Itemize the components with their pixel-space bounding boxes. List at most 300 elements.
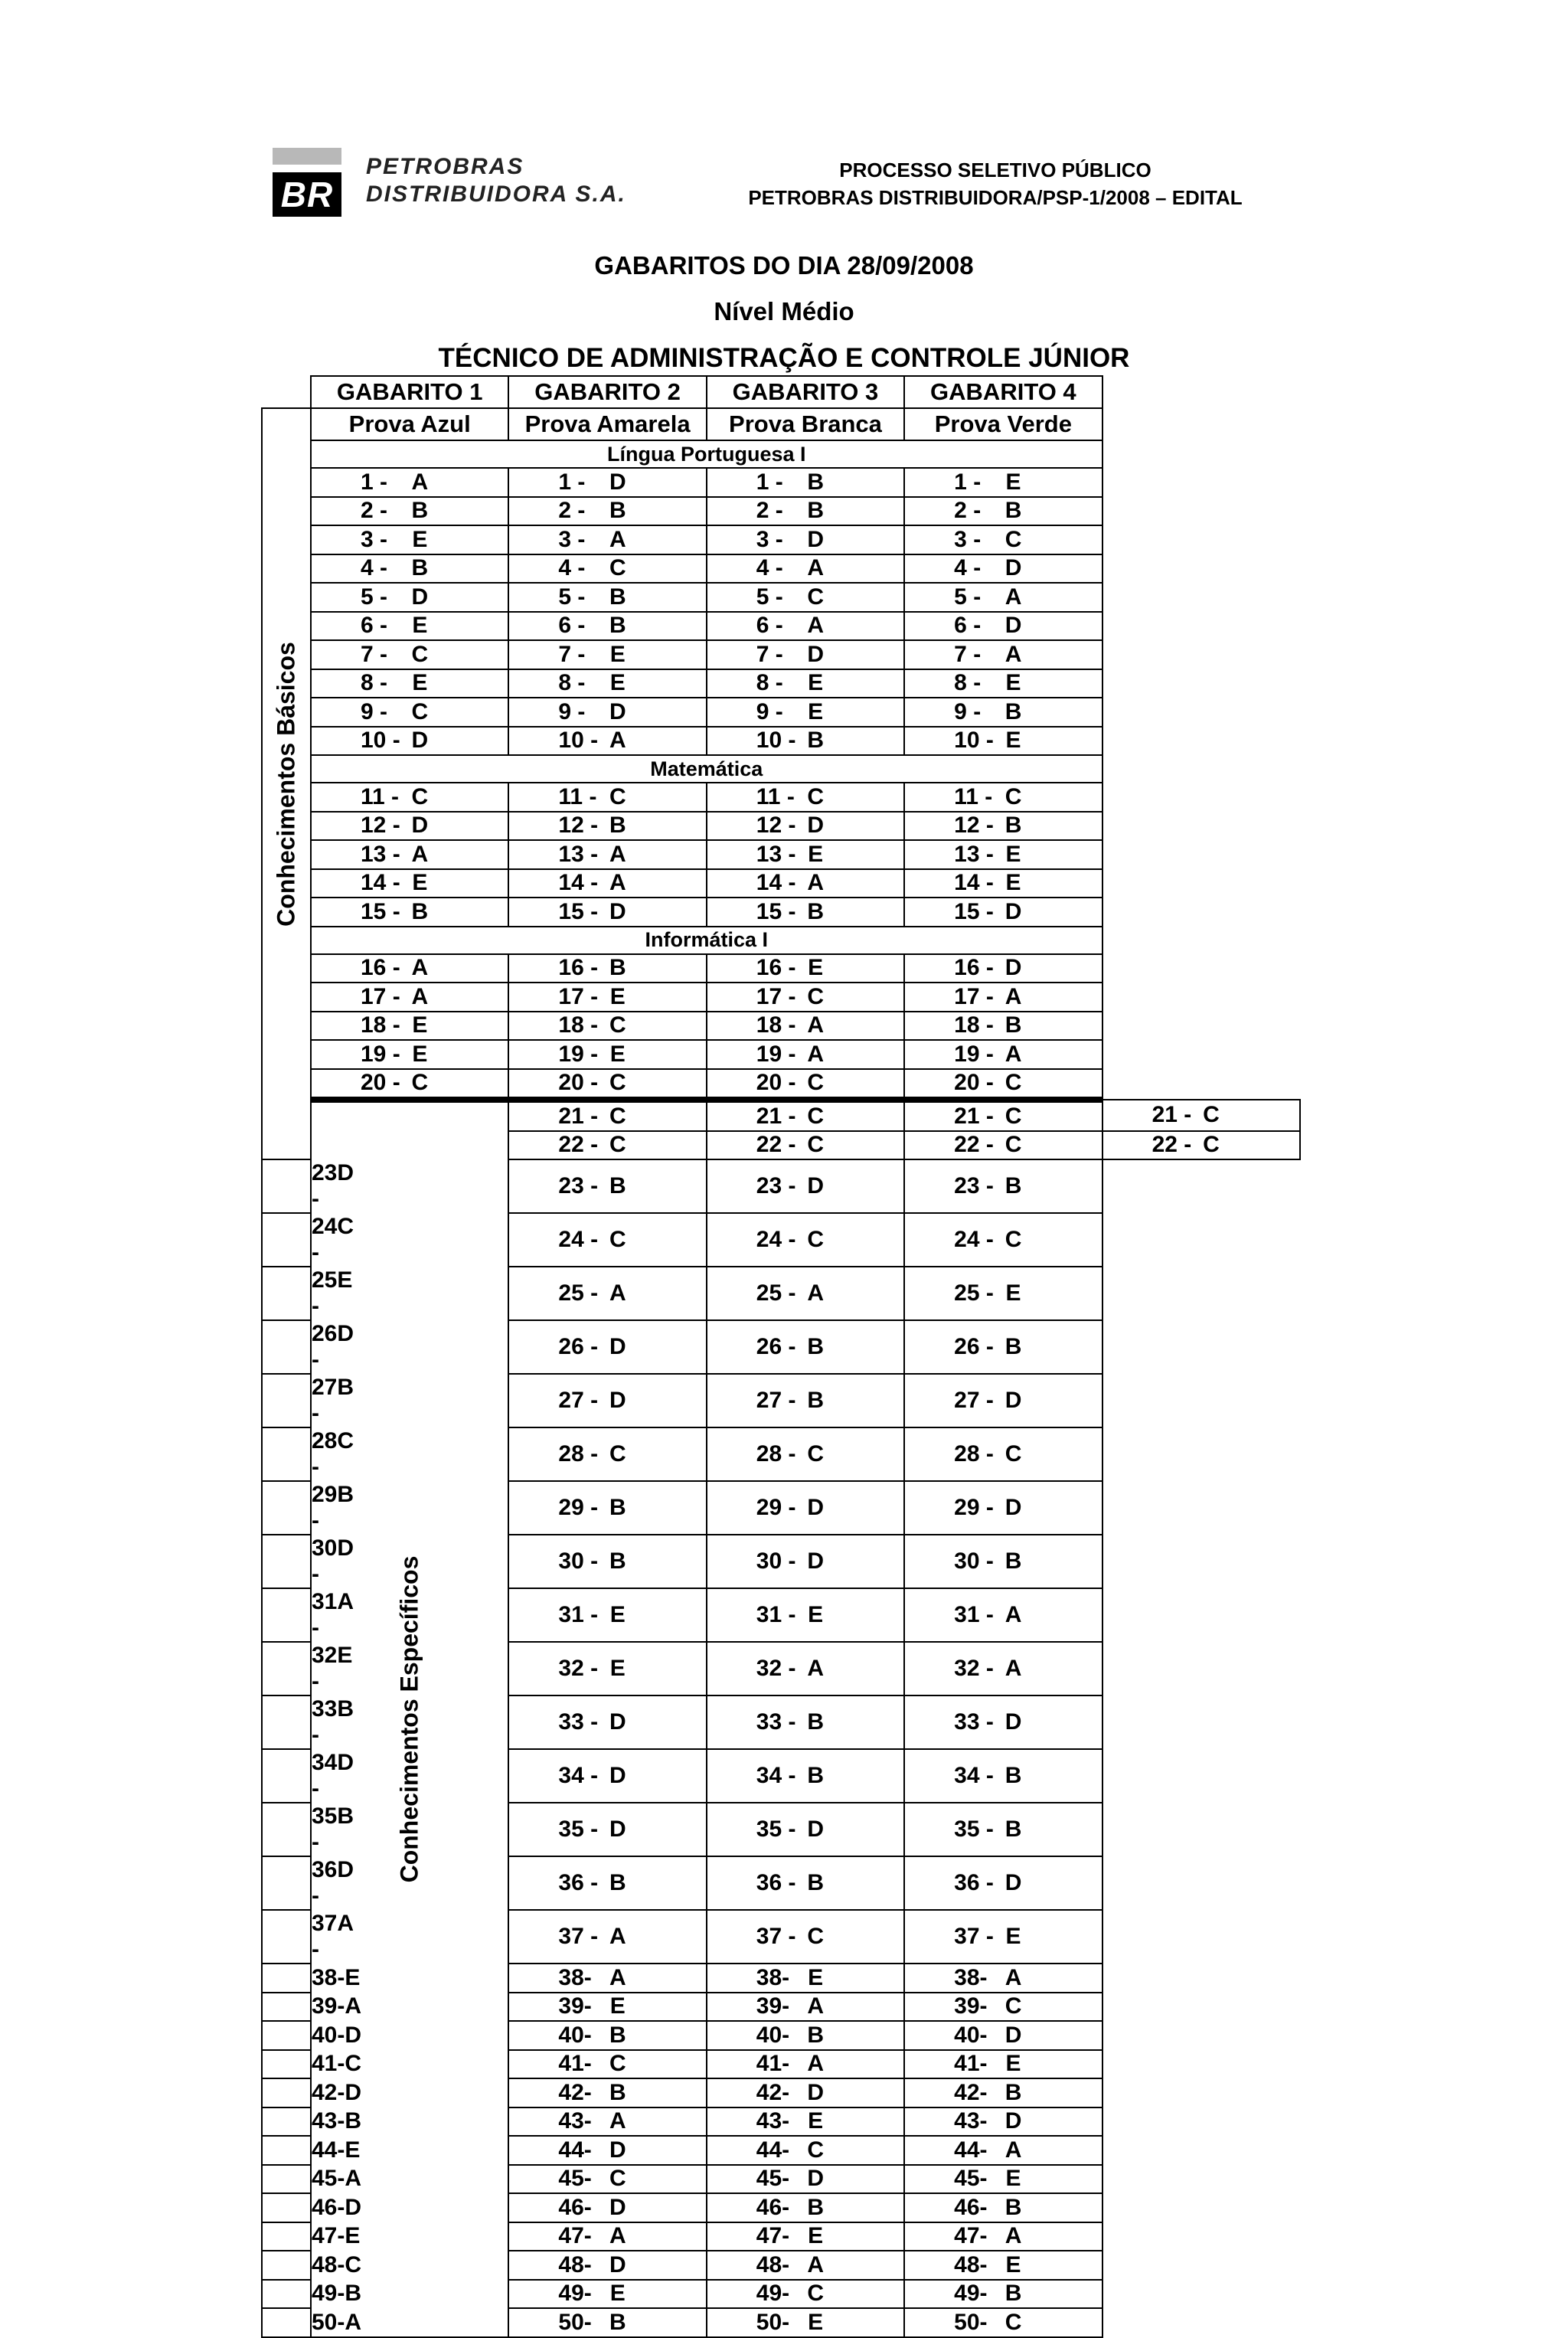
answer-pair — [707, 2051, 903, 2077]
table-row — [262, 1100, 1300, 1131]
answer-letter: C — [609, 1441, 626, 1467]
answer-cell — [311, 898, 508, 927]
question-number: 43- — [954, 2108, 988, 2134]
document-title: GABARITOS DO DIA 28/09/2008 — [594, 251, 974, 280]
answer-letter: A — [807, 555, 824, 581]
answer-pair — [312, 498, 508, 524]
question-number: 50- — [756, 2309, 790, 2335]
answer-pair — [707, 2166, 903, 2192]
answer-cell — [311, 1040, 508, 1069]
answer-pair — [905, 2223, 1101, 2249]
question-number: 25 - — [756, 1280, 796, 1306]
question-number: 27 - — [756, 1388, 796, 1413]
question-number: 38- — [954, 1964, 988, 1990]
answer-letter: B — [609, 1495, 626, 1520]
question-number: 33 - — [756, 1709, 796, 1735]
answer-cell — [904, 783, 1102, 812]
answer-letter: A — [345, 1993, 362, 2019]
answer-pair — [312, 813, 508, 839]
answer-cell — [262, 1910, 354, 1964]
answer-cell — [707, 698, 904, 727]
question-number: 21 - — [558, 1103, 599, 1129]
answer-letter: B — [337, 1803, 354, 1829]
answer-cell — [262, 2136, 361, 2165]
question-number: 5 - — [954, 584, 982, 610]
question-number: 8 - — [558, 670, 586, 696]
answer-pair — [905, 527, 1101, 553]
question-number: 23 - — [756, 1173, 796, 1198]
question-number: 17 - — [756, 983, 796, 1009]
answer-letter: E — [609, 1993, 626, 2019]
answer-letter: D — [1004, 898, 1022, 924]
answer-pair — [905, 699, 1101, 725]
answer-cell — [904, 1642, 1102, 1695]
side-cell-basicos — [262, 408, 311, 1159]
answer-cell — [508, 583, 706, 612]
answer-pair — [707, 870, 903, 896]
question-number: 46- — [954, 2194, 988, 2220]
question-number: 44- — [312, 2137, 345, 2163]
answer-letter: A — [609, 1280, 626, 1306]
question-number: 4 - — [558, 555, 586, 581]
answer-cell — [311, 840, 508, 869]
answer-letter: A — [345, 2166, 362, 2192]
question-number: 31 - — [558, 1602, 599, 1627]
question-number: 18 - — [361, 1012, 400, 1038]
answer-letter: E — [609, 1602, 626, 1627]
question-number: 7 - — [558, 641, 586, 667]
answer-letter: B — [345, 2281, 362, 2307]
answer-cell — [262, 1803, 354, 1856]
answer-letter: E — [808, 2223, 824, 2249]
answer-letter: C — [1004, 1993, 1022, 2019]
answer-pair — [509, 1602, 705, 1628]
answer-letter: E — [1005, 469, 1021, 495]
question-number: 28 - — [558, 1441, 599, 1467]
answer-pair — [509, 1816, 705, 1843]
question-number: 37 - — [954, 1924, 994, 1949]
answer-letter: E — [1005, 1280, 1021, 1306]
answer-pair — [905, 555, 1101, 581]
answer-pair — [707, 2137, 903, 2163]
answer-letter: C — [1004, 526, 1022, 552]
answer-cell — [508, 2308, 706, 2337]
answer-letter: C — [1004, 1132, 1022, 1158]
answer-cell — [262, 1993, 362, 2022]
answer-letter: B — [411, 898, 429, 924]
answer-letter: C — [807, 1132, 824, 1158]
answer-pair — [707, 1070, 903, 1096]
answer-pair — [905, 1441, 1101, 1467]
answer-pair — [707, 613, 903, 639]
answer-cell — [311, 812, 508, 841]
answer-cell — [904, 2078, 1102, 2107]
answer-letter: E — [808, 698, 824, 724]
answer-letter: A — [337, 1589, 354, 1614]
question-number: 49- — [954, 2281, 988, 2307]
answer-cell — [707, 2308, 904, 2337]
answer-cell — [904, 727, 1102, 756]
answer-pair — [707, 1965, 903, 1991]
question-number: 12 - — [756, 813, 796, 839]
answer-cell — [311, 525, 508, 554]
question-number: 28 - — [312, 1428, 338, 1480]
answer-cell — [508, 1535, 706, 1588]
process-header — [689, 156, 1302, 211]
answer-pair — [905, 1334, 1101, 1360]
question-number: 33 - — [312, 1696, 338, 1748]
section-row — [262, 755, 1300, 783]
answer-pair — [312, 642, 508, 668]
answer-cell — [508, 783, 706, 812]
answer-cell — [508, 1481, 706, 1535]
question-number: 15 - — [361, 898, 400, 924]
answer-letter: E — [609, 641, 626, 667]
answer-letter: C — [1004, 1441, 1022, 1467]
answer-letter: D — [609, 2137, 626, 2163]
answer-cell — [904, 1159, 1102, 1213]
question-number: 39- — [756, 1993, 790, 2019]
answer-pair — [905, 1132, 1101, 1158]
question-number: 32 - — [954, 1656, 994, 1681]
answer-letter: B — [807, 2194, 824, 2220]
answer-letter: A — [411, 841, 429, 867]
logo-box: BR — [273, 172, 341, 217]
answer-letter: D — [1004, 613, 1022, 639]
answer-letter: B — [807, 498, 824, 524]
answer-letter: B — [609, 1870, 626, 1895]
answer-pair — [707, 1104, 903, 1130]
answer-letter: B — [1004, 498, 1022, 524]
answer-cell — [311, 1069, 508, 1100]
answer-cell — [707, 1481, 904, 1535]
question-number: 14 - — [361, 870, 400, 896]
answer-letter: D — [337, 1750, 354, 1775]
answer-cell — [904, 497, 1102, 526]
question-number: 49- — [756, 2281, 790, 2307]
answer-cell — [311, 612, 508, 641]
answer-pair — [509, 1334, 705, 1360]
answer-letter: E — [412, 870, 428, 896]
question-number: 34 - — [756, 1763, 796, 1788]
answer-pair — [707, 2252, 903, 2278]
answer-pair — [707, 527, 903, 553]
company-name — [366, 153, 626, 208]
question-number: 2 - — [756, 498, 783, 524]
answer-letter: A — [411, 955, 429, 981]
question-number: 24 - — [756, 1227, 796, 1252]
answer-letter: E — [345, 2137, 361, 2163]
answer-letter: C — [807, 783, 824, 809]
answer-letter: B — [807, 2022, 824, 2048]
answer-cell — [262, 2050, 362, 2079]
answer-letter: D — [1004, 1709, 1022, 1735]
question-number: 13 - — [558, 841, 599, 867]
question-number: 2 - — [361, 498, 388, 524]
answer-cell — [508, 1588, 706, 1642]
answer-cell — [508, 2078, 706, 2107]
answer-cell — [508, 2107, 706, 2137]
answer-pair — [905, 899, 1101, 925]
question-number: 32 - — [558, 1656, 599, 1681]
answer-pair — [905, 2310, 1101, 2336]
answer-cell — [904, 869, 1102, 898]
question-number: 17 - — [361, 983, 400, 1009]
answer-cell — [508, 1695, 706, 1749]
answer-cell — [311, 583, 508, 612]
question-number: 20 - — [361, 1070, 400, 1096]
answer-cell — [707, 640, 904, 669]
answer-cell — [707, 1588, 904, 1642]
answer-letter: A — [609, 841, 626, 867]
question-number: 30 - — [756, 1548, 796, 1574]
answer-letter: B — [807, 1388, 824, 1413]
question-number: 15 - — [954, 898, 994, 924]
question-number: 3 - — [361, 526, 388, 552]
answer-cell — [508, 1040, 706, 1069]
question-number: 5 - — [756, 584, 783, 610]
answer-cell — [508, 1320, 706, 1374]
question-number: 41- — [954, 2051, 988, 2077]
answer-cell — [904, 669, 1102, 698]
answer-pair — [509, 1709, 705, 1735]
answer-pair — [905, 2137, 1101, 2163]
answer-pair — [905, 613, 1101, 639]
answer-pair — [905, 955, 1101, 981]
question-number: 10 - — [954, 728, 994, 754]
answer-pair — [509, 1104, 705, 1130]
side-cell-especificos — [311, 1100, 508, 2337]
answer-letter: A — [609, 2108, 626, 2134]
answer-letter: A — [807, 1041, 824, 1067]
answer-cell — [707, 1642, 904, 1695]
answer-pair — [312, 670, 508, 696]
question-number: 11 - — [756, 783, 795, 809]
answer-pair — [707, 1495, 903, 1521]
answer-letter: B — [807, 469, 824, 495]
answer-pair — [509, 555, 705, 581]
answer-letter: A — [1004, 1602, 1022, 1627]
answer-cell — [707, 1856, 904, 1910]
answer-cell — [707, 2107, 904, 2137]
answer-cell — [707, 1069, 904, 1100]
answer-letter: C — [411, 698, 429, 724]
answer-letter: E — [345, 2223, 361, 2249]
question-number: 1 - — [756, 469, 783, 495]
answer-cell — [262, 2107, 362, 2137]
answer-pair — [509, 1227, 705, 1253]
question-number: 26 - — [954, 1334, 994, 1359]
answer-cell — [707, 2165, 904, 2194]
answer-pair — [312, 984, 508, 1010]
answer-letter: C — [411, 641, 429, 667]
question-number: 1 - — [558, 469, 586, 495]
answer-cell — [707, 554, 904, 584]
question-number: 28 - — [954, 1441, 994, 1467]
answer-cell — [262, 1320, 354, 1374]
answer-letter: B — [337, 1696, 354, 1722]
question-number: 8 - — [361, 670, 388, 696]
answer-cell — [508, 1100, 706, 1131]
answer-cell — [508, 468, 706, 497]
question-number: 12 - — [954, 813, 994, 839]
answer-cell — [262, 1856, 354, 1910]
answer-pair — [509, 469, 705, 495]
answer-pair — [1103, 1102, 1299, 1128]
answer-cell — [707, 783, 904, 812]
question-number: 46- — [312, 2194, 345, 2220]
answer-cell — [508, 612, 706, 641]
question-number: 16 - — [558, 955, 599, 981]
answer-letter: D — [609, 1763, 626, 1788]
question-number: 40- — [756, 2022, 790, 2048]
question-number: 31 - — [312, 1589, 338, 1640]
question-number: 6 - — [756, 613, 783, 639]
answer-letter: B — [411, 498, 429, 524]
answer-letter: D — [807, 526, 824, 552]
answer-pair — [707, 555, 903, 581]
position-title: TÉCNICO DE ADMINISTRAÇÃO E CONTROLE JÚNIOR — [438, 343, 1130, 373]
question-number: 26 - — [756, 1334, 796, 1359]
answer-cell — [904, 1856, 1102, 1910]
question-number: 46- — [558, 2194, 592, 2220]
answer-pair — [905, 1602, 1101, 1628]
question-number: 48- — [954, 2251, 988, 2278]
answer-cell — [707, 2136, 904, 2165]
process-line1: PROCESSO SELETIVO PÚBLICO — [839, 159, 1152, 181]
answer-letter: E — [412, 613, 428, 639]
answer-cell — [707, 1803, 904, 1856]
answer-letter: E — [808, 955, 824, 981]
answer-cell — [508, 1993, 706, 2022]
answer-letter: E — [808, 1602, 824, 1627]
br-logo — [273, 148, 357, 217]
question-number: 36 - — [558, 1870, 599, 1895]
answer-letter: A — [1004, 983, 1022, 1009]
answer-letter: A — [1004, 1041, 1022, 1067]
answer-pair — [509, 1656, 705, 1682]
answer-cell — [904, 1535, 1102, 1588]
answer-letter: D — [337, 1857, 354, 1882]
answer-letter: A — [609, 526, 626, 552]
answer-letter: B — [609, 2309, 626, 2335]
answer-letter: C — [1004, 2309, 1022, 2335]
answer-pair — [509, 1441, 705, 1467]
answer-letter: B — [609, 955, 626, 981]
answer-letter: C — [1004, 1227, 1022, 1252]
answer-letter: A — [411, 469, 429, 495]
answer-cell — [904, 2165, 1102, 2194]
answer-cell — [904, 1910, 1102, 1964]
answer-letter: C — [609, 1012, 626, 1038]
question-number: 3 - — [954, 526, 982, 552]
answer-letter: C — [337, 1214, 354, 1239]
company-line2: DISTRIBUIDORA S.A. — [366, 181, 626, 207]
answer-cell — [707, 1320, 904, 1374]
answer-letter: D — [609, 2251, 626, 2278]
question-number: 26 - — [312, 1321, 338, 1372]
question-number: 18 - — [558, 1012, 599, 1038]
answer-letter: B — [1004, 1173, 1022, 1198]
answer-cell — [262, 1535, 354, 1588]
answer-letter: C — [609, 1132, 626, 1158]
answer-cell — [904, 2251, 1102, 2280]
question-number: 35 - — [954, 1816, 994, 1842]
question-number: 31 - — [756, 1602, 796, 1627]
answer-letter: B — [807, 728, 824, 754]
question-number: 11 - — [558, 783, 597, 809]
answer-letter: C — [1004, 1103, 1022, 1129]
answer-cell — [904, 1012, 1102, 1041]
answer-letter: C — [807, 1103, 824, 1129]
answer-letter: C — [807, 983, 824, 1009]
answer-pair — [707, 984, 903, 1010]
answer-pair — [905, 2252, 1101, 2278]
answer-pair — [905, 498, 1101, 524]
table-row — [262, 468, 1300, 497]
question-number: 22 - — [558, 1132, 599, 1158]
answer-pair — [509, 2051, 705, 2077]
side-label-basicos: Conhecimentos Básicos — [272, 641, 300, 927]
answer-letter: A — [411, 983, 429, 1009]
answer-cell — [262, 2193, 362, 2222]
answer-pair — [707, 1548, 903, 1574]
answer-cell — [311, 669, 508, 698]
question-number: 41- — [558, 2051, 592, 2077]
answer-cell — [262, 2021, 362, 2050]
answer-cell — [904, 612, 1102, 641]
logo-top-bar — [273, 148, 341, 165]
answer-pair — [707, 1870, 903, 1896]
answer-pair — [1103, 1132, 1299, 1158]
answer-letter: A — [1004, 2223, 1022, 2249]
answer-letter: D — [1004, 955, 1022, 981]
answer-letter: B — [1004, 1334, 1022, 1359]
question-number: 32 - — [312, 1643, 338, 1694]
answer-letter: C — [609, 1103, 626, 1129]
question-number: 38- — [756, 1964, 790, 1990]
question-number: 6 - — [558, 613, 586, 639]
gabarito-header: GABARITO 3 — [707, 376, 904, 408]
answer-pair — [905, 2195, 1101, 2221]
answer-letter: E — [1005, 670, 1021, 696]
answer-cell — [508, 1856, 706, 1910]
answer-cell — [508, 983, 706, 1012]
answer-letter: A — [609, 728, 626, 754]
answer-cell — [707, 497, 904, 526]
question-number: 4 - — [756, 555, 783, 581]
answer-letter: D — [807, 813, 824, 839]
answer-pair — [509, 2223, 705, 2249]
gabarito-header: GABARITO 2 — [508, 376, 706, 408]
answer-pair — [707, 1227, 903, 1253]
answer-pair — [509, 1924, 705, 1950]
answer-pair — [509, 527, 705, 553]
answer-pair — [905, 2022, 1101, 2049]
answer-pair — [509, 870, 705, 896]
answer-letter: B — [1004, 1548, 1022, 1574]
answer-pair — [509, 1870, 705, 1896]
question-number: 42- — [756, 2079, 790, 2105]
answer-cell — [707, 1012, 904, 1041]
answer-cell — [904, 2193, 1102, 2222]
answer-cell — [508, 1964, 706, 1993]
answer-letter: C — [807, 584, 824, 610]
answer-letter: E — [412, 1041, 428, 1067]
table-row — [262, 669, 1300, 698]
question-number: 17 - — [558, 983, 599, 1009]
answer-letter: E — [808, 1964, 824, 1990]
